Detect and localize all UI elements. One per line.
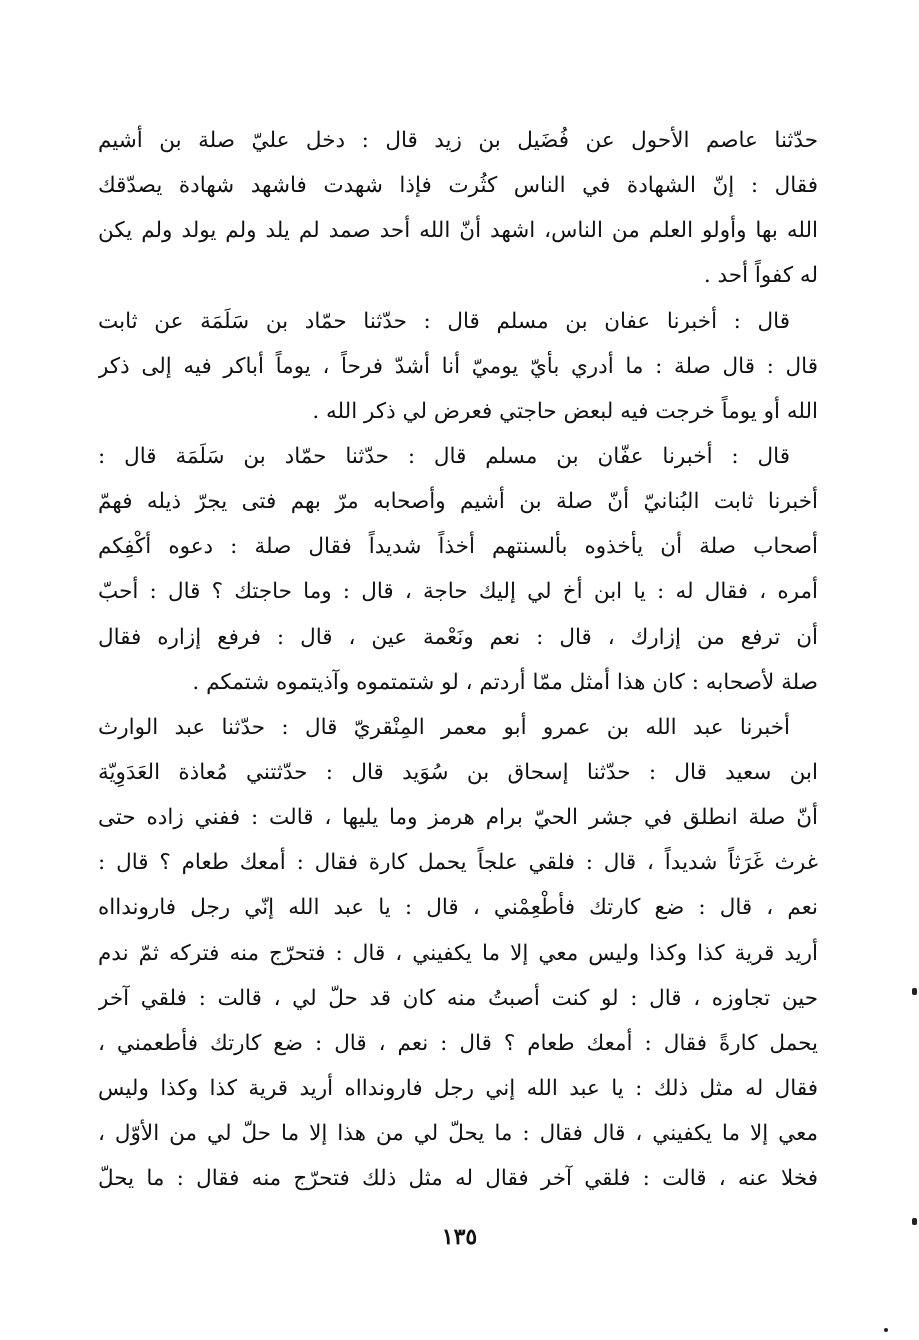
text-line: حين تجاوزه ، قال : لو كنت أصبتُ منه كان قد حلّ لي ، قالت : فلقي آخر <box>98 985 818 1011</box>
text-line: الله بها وأولو العلم من الناس، اشهد أنّ الله أحد صمد لم يلد ولم يولد ولم يكن <box>98 218 818 244</box>
text-line: فقال له مثل ذلك : يا عبد الله إني رجل فاروندااه أريد قرية كذا وكذا وليس <box>98 1075 818 1101</box>
text-line: أنّ صلة انطلق في جشر الحيّ برام هرمز وما يليها ، قالت : ففني زاده حتى <box>98 805 818 831</box>
text-line: أريد قرية كذا وكذا وليس معي إلا ما يكفيني ، قال : فتحرّج منه فتركه ثمّ ندم <box>98 940 818 966</box>
text-line: أن ترفع من إزارك ، قال : نعم ونَعْمة عين ، قال : فرفع إزاره فقال <box>98 624 818 650</box>
text-line: أصحاب صلة أن يأخذوه بألسنتهم أخذاً شديداً فقال صلة : دعوه أكْفِكم <box>98 534 818 560</box>
text-line: أمره ، فقال له : يا ابن أخ لي إليك حاجة ، قال : وما حاجتك ؟ قال : أحبّ <box>98 579 818 605</box>
text-line: غرث غَرَثاً شديداً ، قال : فلقي علجاً يحمل كارة فقال : أمعك طعام ؟ قال : <box>98 850 818 876</box>
text-line: يحمل كارةً فقال : أمعك طعام ؟ قال : نعم ، قال : ضع كارتك فأطعمني ، <box>98 1030 818 1056</box>
page-number: ١٣٥ <box>441 1224 478 1250</box>
text-line: ابن سعيد قال : حدّثنا إسحاق بن سُوَيد قال : حدّثتني مُعاذة العَدَوِيّة <box>98 759 818 785</box>
text-line: قال : أخبرنا عفان بن مسلم قال : حدّثنا حمّاد بن سَلَمَة عن ثابت <box>98 308 790 334</box>
text-line: فقال : إنّ الشهادة في الناس كثُرت فإذا شهدت فاشهد شهادة يصدّقك <box>98 173 818 199</box>
text-line: حدّثنا عاصم الأحول عن فُضَيل بن زيد قال : دخل عليّ صلة بن أشيم <box>98 128 818 153</box>
text-line: له كفواً أحد . <box>703 263 818 289</box>
text-line: الله أو يوماً خرجت فيه لبعض حاجتي فعرض لي ذكر الله . <box>312 398 818 424</box>
scan-speck <box>884 1328 888 1332</box>
text-line: نعم ، قال : ضع كارتك فأطْعِمْني ، قال : يا عبد الله إنّي رجل فاروندااه <box>98 895 818 921</box>
scan-speck <box>912 1218 917 1225</box>
text-line: أخبرنا ثابت البُنانيّ أنّ صلة بن أشيم وأصحابه مرّ بهم فتى يجرّ ذيله فهمّ <box>98 489 818 515</box>
text-line: قال : أخبرنا عفّان بن مسلم قال : حدّثنا حمّاد بن سَلَمَة قال : <box>98 443 790 469</box>
text-line: معي إلا ما يكفيني ، قال فقال : ما يحلّ لي من هذا إلا ما حلّ لي من الأوّل ، <box>98 1121 818 1147</box>
text-line: فخلا عنه ، قالت : فلقي آخر فقال له مثل ذلك فتحرّج منه فقال : ما يحلّ <box>98 1166 818 1192</box>
text-line: صلة لأصحابه : كان هذا أمثل ممّا أردتم ، لو شتمتموه وآذيتموه شتمكم . <box>192 669 818 695</box>
scan-speck <box>912 988 917 995</box>
page-body-text <box>98 118 818 1201</box>
text-line: قال : قال صلة : ما أدري بأيّ يوميّ أنا أشدّ فرحاً ، يوماً أباكر فيه إلى ذكر <box>98 353 818 379</box>
text-line: أخبرنا عبد الله بن عمرو أبو معمر المِنْقريّ قال : حدّثنا عبد الوارث <box>98 714 790 740</box>
